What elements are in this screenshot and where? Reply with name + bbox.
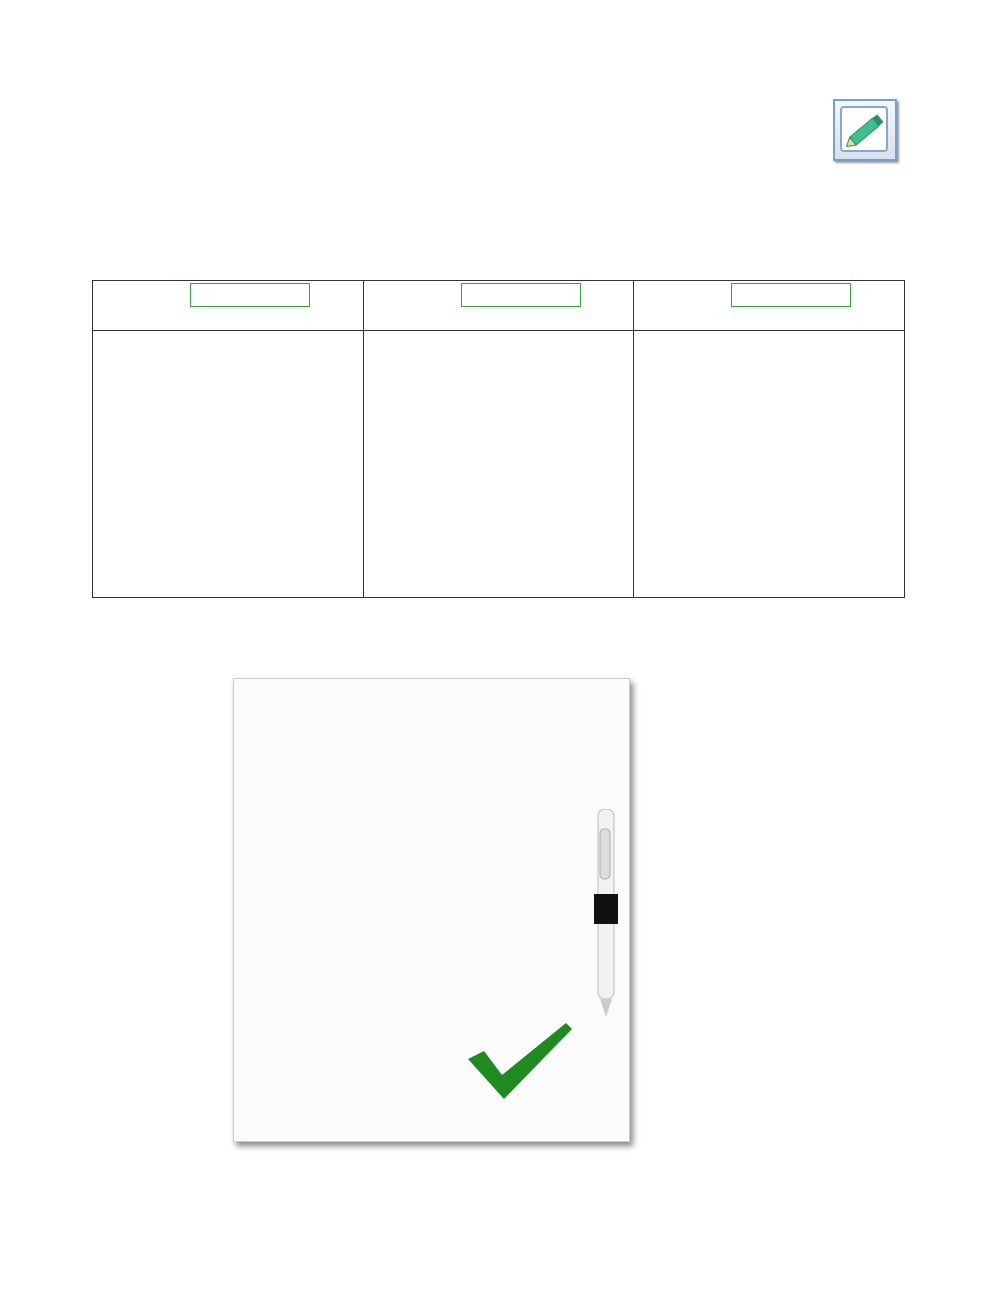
conjugation-column-3 <box>634 331 905 598</box>
pen-icon <box>586 809 626 1019</box>
decorative-border-top <box>44 40 956 80</box>
conjugation-column-2 <box>363 331 634 598</box>
decorative-border-right <box>928 75 958 1220</box>
checkmark-icon <box>466 1019 574 1103</box>
verb-input-2[interactable] <box>461 283 581 307</box>
verb-header-cell <box>634 281 905 331</box>
verb-header-cell <box>363 281 634 331</box>
conjugation-table <box>92 280 905 598</box>
conjugation-column-1 <box>93 331 364 598</box>
edit-pencil-icon <box>833 99 897 161</box>
verb-input-3[interactable] <box>731 283 851 307</box>
verb-header-cell <box>93 281 364 331</box>
decorative-border-left <box>46 75 76 1220</box>
decorative-border-bottom <box>44 1216 956 1256</box>
verb-input-1[interactable] <box>190 283 310 307</box>
notebook-illustration <box>233 678 630 1142</box>
spiral-binding <box>240 693 268 1113</box>
